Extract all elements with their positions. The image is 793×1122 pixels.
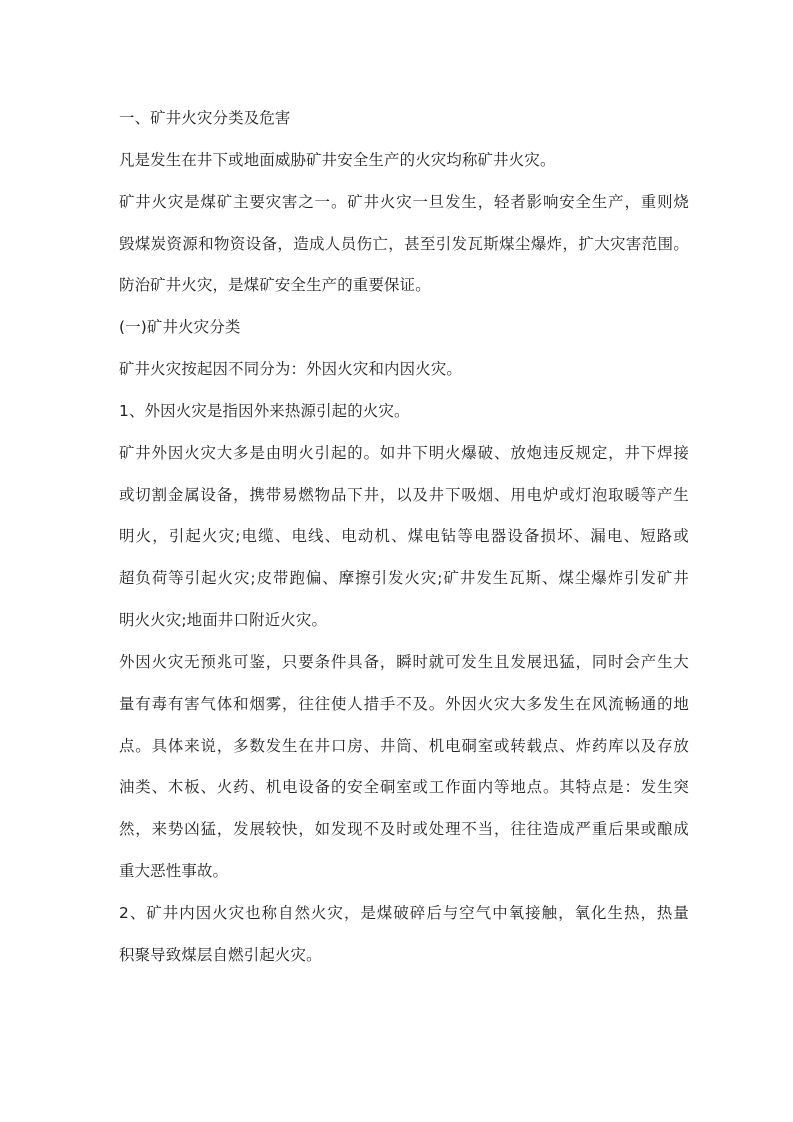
intro-paragraph: 凡是发生在井下或地面威胁矿井安全生产的火灾均称矿井火灾。 (119, 151, 556, 169)
section-heading: 一、矿井火灾分类及危害 (119, 109, 291, 127)
paragraph-line: 矿井外因火灾大多是由明火引起的。如井下明火爆破、放炮违反规定，井下焊接 (119, 444, 689, 462)
paragraph-line: 明火，引起火灾;电缆、电线、电动机、煤电钻等电器设备损坏、漏电、短路或 (119, 527, 689, 545)
paragraph-line: 点。具体来说，多数发生在井口房、井筒、机电硐室或转载点、炸药库以及存放 (119, 737, 689, 755)
paragraph-line: 或切割金属设备，携带易燃物品下井，以及井下吸烟、用电炉或灯泡取暖等产生 (119, 486, 689, 504)
paragraph-line: 油类、木板、火药、机电设备的安全硐室或工作面内等地点。其特点是：发生突 (119, 778, 689, 796)
classification-paragraph: 矿井火灾按起因不同分为：外因火灾和内因火灾。 (119, 360, 462, 378)
list-item-internal: 2、矿井内因火灾也称自然火灾，是煤破碎后与空气中氧接触，氧化生热，热量 (119, 904, 689, 922)
paragraph-line: 重大恶性事故。 (119, 862, 229, 880)
paragraph-line: 毁煤炭资源和物资设备，造成人员伤亡，甚至引发瓦斯煤尘爆炸，扩大灾害范围。 (119, 235, 689, 253)
paragraph-line: 外因火灾无预兆可鉴，只要条件具备，瞬时就可发生且发展迅猛，同时会产生大 (119, 653, 689, 671)
subsection-heading: (一)矿井火灾分类 (119, 318, 241, 336)
paragraph-line: 防治矿井火灾，是煤矿安全生产的重要保证。 (119, 276, 431, 294)
paragraph-line: 超负荷等引起火灾;皮带跑偏、摩擦引发火灾;矿井发生瓦斯、煤尘爆炸引发矿井 (119, 569, 689, 587)
paragraph-line: 积聚导致煤层自燃引起火灾。 (119, 946, 322, 964)
paragraph-line: 量有毒有害气体和烟雾，往往使人措手不及。外因火灾大多发生在风流畅通的地 (119, 695, 689, 713)
paragraph-line: 矿井火灾是煤矿主要灾害之一。矿井火灾一旦发生，轻者影响安全生产，重则烧 (119, 193, 689, 211)
paragraph-line: 明火火灾;地面井口附近火灾。 (119, 611, 328, 629)
list-item-external: 1、外因火灾是指因外来热源引起的火灾。 (119, 402, 410, 420)
paragraph-line: 然，来势凶猛，发展较快，如发现不及时或处理不当，往往造成严重后果或酿成 (119, 820, 689, 838)
